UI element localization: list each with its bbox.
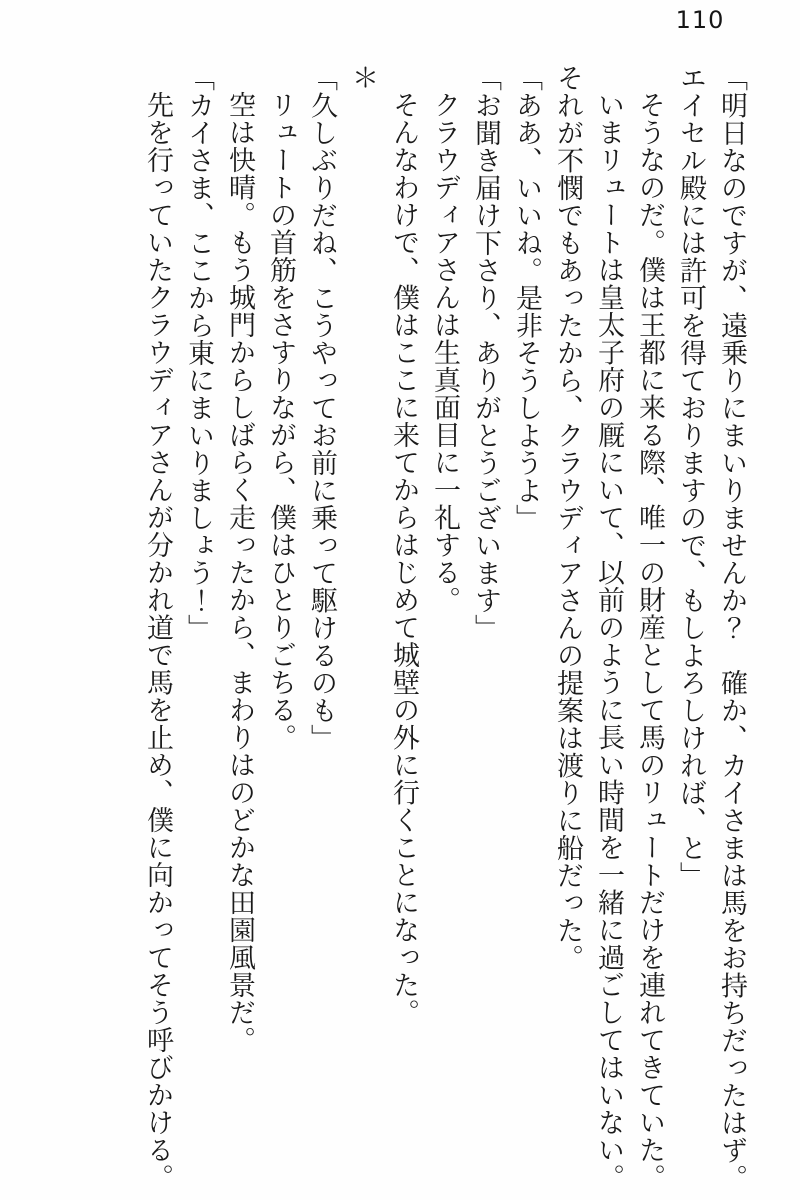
paragraph-dialogue: 「お聞き届け下さり、ありがとうございます」 bbox=[470, 64, 501, 642]
paragraph-narrative: そんなわけで、僕はここに来てからはじめて城壁の外に行くことになった。 bbox=[388, 91, 419, 1026]
paragraph-narrative: クラウディアさんは生真面目に一礼する。 bbox=[429, 91, 460, 614]
paragraph-dialogue: 「カイさま、ここから東にまいりましょう！」 bbox=[183, 64, 214, 642]
paragraph-narrative: 空は快晴。もう城門からしばらく走ったから、まわりはのどかな田園風景だ。 bbox=[224, 91, 255, 1054]
paragraph-dialogue: 「久しぶりだね、こうやってお前に乗って駆けるのも」 bbox=[306, 64, 337, 752]
paragraph-narrative: リュートの首筋をさすりながら、僕はひとりごちる。 bbox=[265, 91, 296, 751]
page-text bbox=[44, 64, 752, 1194]
page-number: 110 bbox=[675, 6, 725, 34]
paragraph-narrative: いまリュートは皇太子府の厩にいて、以前のように長い時間を一緒に過ごしてはいない。それが不憫でもあったから、クラウディアさんの提案は渡りに船だった。 bbox=[552, 64, 624, 1191]
section-divider-asterisk: ＊ bbox=[347, 64, 378, 92]
paragraph-dialogue: 「ああ、いいね。是非そうしようよ」 bbox=[511, 64, 542, 532]
paragraph-dialogue: 「明日なのですが、遠乗りにまいりませんか？ 確か、カイさまは馬をお持ちだったはず。エイセル殿には許可を得ておりますので、もしよろしければ、と」 bbox=[675, 64, 747, 1192]
paragraph-narrative: そうなのだ。僕は王都に来る際、唯一の財産として馬のリュートだけを連れてきていた。 bbox=[634, 91, 665, 1191]
paragraph-narrative: 先を行っていたクラウディアさんが分かれ道で馬を止め、僕に向かってそう呼びかける。 bbox=[142, 91, 173, 1191]
